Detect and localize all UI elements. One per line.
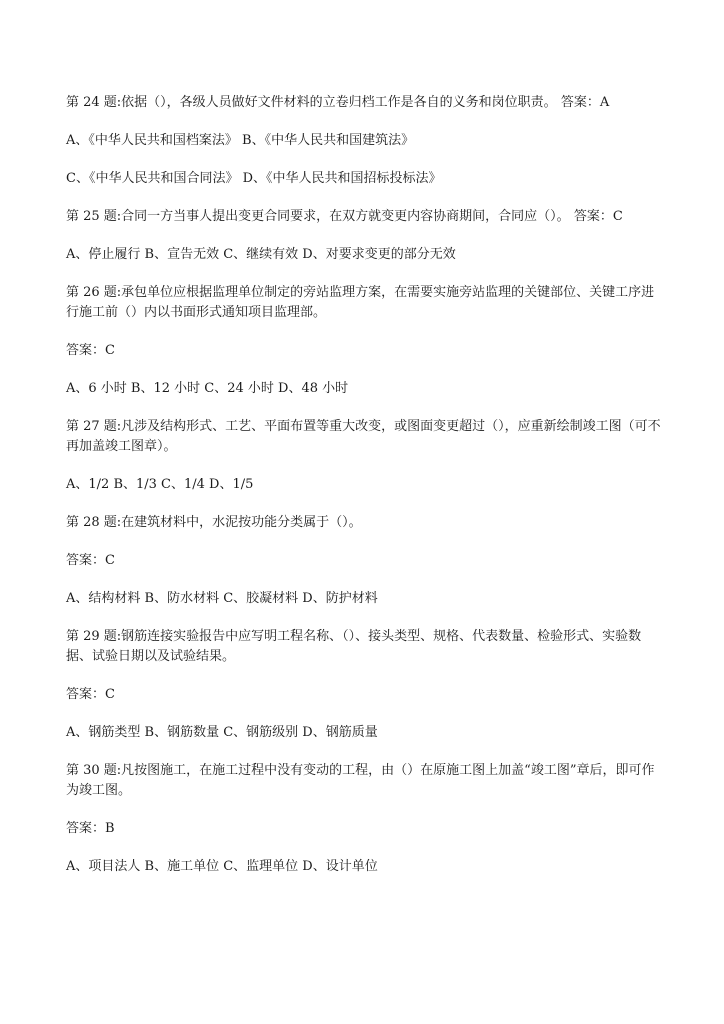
question-27-options: A、1/2 B、1/3 C、1/4 D、1/5 (66, 477, 254, 492)
question-26-answer: 答案：C (66, 343, 115, 358)
question-29-answer: 答案：C (66, 687, 115, 702)
question-29-options: A、钢筋类型 B、钢筋数量 C、钢筋级别 D、钢筋质量 (66, 725, 378, 740)
question-28-options: A、结构材料 B、防水材料 C、胶凝材料 D、防护材料 (66, 591, 378, 606)
question-30-text: 第 30 题:凡按图施工，在施工过程中没有变动的工程，由（）在原施工图上加盖“竣工图”章后，即可作为竣工图。 (66, 763, 655, 798)
question-29-text: 第 29 题:钢筋连接实验报告中应写明工程名称、（）、接头类型、规格、代表数量、检验形式、实验数据、试验日期以及试验结果。 (66, 629, 642, 664)
question-26-text: 第 26 题:承包单位应根据监理单位制定的旁站监理方案，在需要实施旁站监理的关键部位、关键工序进行施工前（）内以书面形式通知项目监理部。 (66, 285, 655, 320)
question-28-text: 第 28 题:在建筑材料中，水泥按功能分类属于（）。 (66, 515, 362, 530)
question-30-options: A、项目法人 B、施工单位 C、监理单位 D、设计单位 (66, 859, 378, 874)
question-25-options: A、停止履行 B、宣告无效 C、继续有效 D、对要求变更的部分无效 (66, 247, 456, 262)
question-24-options-cd: C、《中华人民共和国合同法》 D、《中华人民共和国招标投标法》 (66, 171, 442, 186)
question-26-options: A、6 小时 B、12 小时 C、24 小时 D、48 小时 (66, 381, 349, 396)
question-28-answer: 答案：C (66, 553, 115, 568)
question-25-text: 第 25 题:合同一方当事人提出变更合同要求，在双方就变更内容协商期间，合同应（）。 答案：C (66, 209, 623, 224)
question-27-text: 第 27 题:凡涉及结构形式、工艺、平面布置等重大改变，或图面变更超过（），应重新绘制竣工图（可不再加盖竣工图章）。 (66, 419, 661, 454)
question-30-answer: 答案：B (66, 821, 115, 836)
question-list (66, 93, 662, 877)
question-24-text: 第 24 题:依据（），各级人员做好文件材料的立卷归档工作是各自的义务和岗位职责。 答案：A (66, 95, 610, 110)
question-24-options-ab: A、《中华人民共和国档案法》 B、《中华人民共和国建筑法》 (66, 133, 415, 148)
